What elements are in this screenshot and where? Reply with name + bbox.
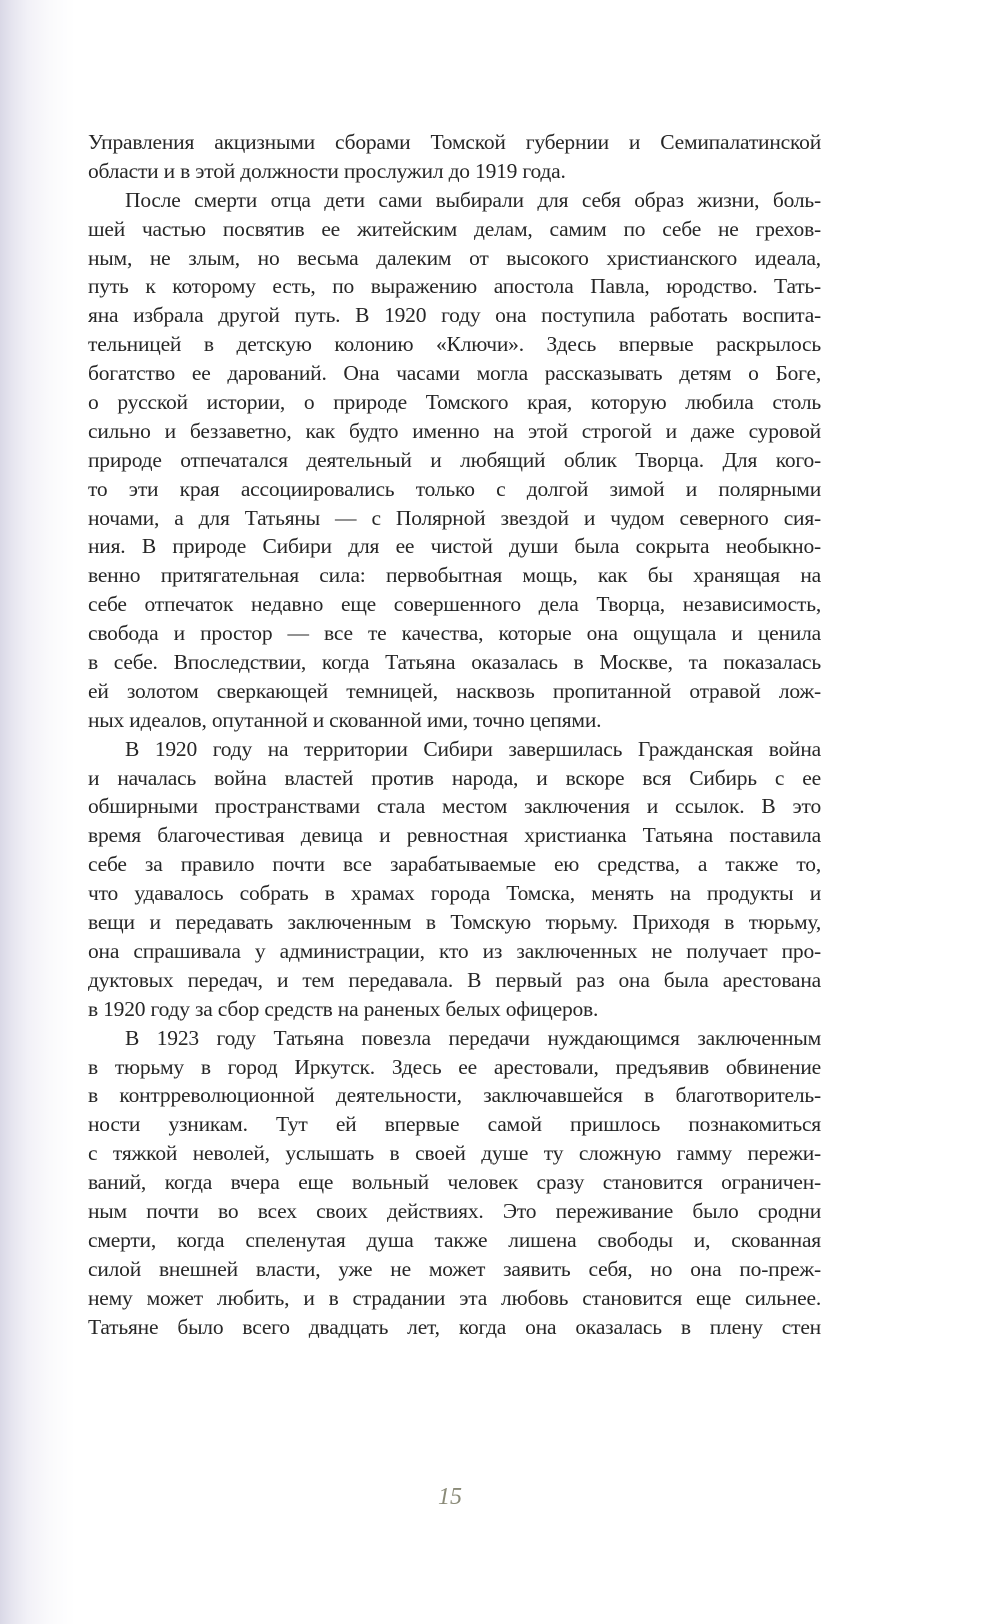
text-line: она спрашивала у администрации, кто из заключенных не получает про- (88, 938, 821, 963)
body-text (88, 128, 821, 1341)
text-line: в 1920 году за сбор средств на раненых белых офицеров. (88, 996, 599, 1021)
text-line: ности узникам. Тут ей впервые самой пришлось познакомиться (88, 1112, 821, 1137)
text-line: ей золотом сверкающей темницей, насквозь пропитанной отравой лож- (88, 678, 821, 703)
text-line: В 1920 году на территории Сибири завершилась Гражданская война (125, 736, 821, 761)
text-line: то эти края ассоциировались только с долгой зимой и полярными (88, 476, 821, 501)
page-number: 15 (438, 1484, 462, 1510)
text-line: ным почти во всех своих действиях. Это переживание было сродни (88, 1198, 821, 1223)
text-line: и началась война властей против народа, и вскоре вся Сибирь с ее (88, 765, 821, 790)
text-line: Управления акцизными сборами Томской губернии и Семипалатинской (88, 130, 821, 154)
text-line: шей частью посвятив ее житейским делам, самим по себе не грехов- (88, 216, 821, 241)
text-line: богатство ее дарований. Она часами могла рассказывать детям о Боге, (88, 361, 821, 386)
text-line: нему может любить, и в страдании эта любовь становится еще сильнее. (88, 1285, 821, 1310)
text-line: обширными пространствами стала местом заключения и ссылок. В это (88, 794, 821, 819)
text-line: венно притягательная сила: первобытная мощь, как бы хранящая на (88, 563, 821, 588)
text-line: время благочестивая девица и ревностная христианка Татьяна поставила (88, 823, 821, 848)
text-line: После смерти отца дети сами выбирали для себя образ жизни, боль- (125, 187, 821, 212)
text-line: вещи и передавать заключенным в Томскую тюрьму. Приходя в тюрьму, (88, 910, 821, 935)
text-line: в себе. Впоследствии, когда Татьяна оказалась в Москве, та показалась (88, 650, 821, 675)
text-line: свобода и простор — все те качества, которые она ощущала и ценила (88, 621, 821, 646)
text-line: путь к которому есть, по выражению апостола Павла, юродство. Тать- (88, 274, 821, 299)
text-line: дуктовых передач, и тем передавала. В первый раз она была арестована (88, 967, 821, 992)
text-line: яна избрала другой путь. В 1920 году она поступила работать воспита- (88, 303, 821, 328)
text-line: себе за правило почти все зарабатываемые ею средства, а также то, (88, 852, 821, 877)
text-line: себе отпечаток недавно еще совершенного дела Творца, независимость, (88, 592, 821, 617)
text-line: ваний, когда вчера еще вольный человек сразу становится ограничен- (88, 1170, 821, 1195)
text-line: в контрреволюционной деятельности, заключавшейся в благотворитель- (88, 1083, 821, 1108)
text-line: что удавалось собрать в храмах города Томска, менять на продукты и (88, 881, 821, 906)
text-line: в тюрьму в город Иркутск. Здесь ее арестовали, предъявив обвинение (88, 1054, 821, 1079)
text-line: ния. В природе Сибири для ее чистой души была сокрыта необыкно- (88, 534, 821, 559)
text-line: Татьяне было всего двадцать лет, когда она оказалась в плену стен (88, 1314, 821, 1339)
text-line: смерти, когда спеленутая душа также лишена свободы и, скованная (88, 1227, 821, 1252)
text-line: ночами, а для Татьяны — с Полярной звездой и чудом северного сия- (88, 505, 821, 530)
text-line: ным, не злым, но весьма далеким от высокого христианского идеала, (88, 245, 821, 270)
text-line: силой внешней власти, уже не может заявить себя, но она по-преж- (88, 1256, 821, 1281)
text-line: В 1923 году Татьяна повезла передачи нуждающимся заключенным (125, 1025, 821, 1050)
text-line: тельницей в детскую колонию «Ключи». Здесь впервые раскрылось (88, 332, 821, 357)
text-line: ных идеалов, опутанной и скованной ими, точно цепями. (88, 707, 602, 732)
text-line: с тяжкой неволей, услышать в своей душе ту сложную гамму пережи- (88, 1141, 821, 1166)
text-line: природе отпечатался деятельный и любящий облик Творца. Для кого- (88, 447, 821, 472)
text-line: о русской истории, о природе Томского края, которую любила столь (88, 390, 821, 415)
text-line: области и в этой должности прослужил до 1919 года. (88, 158, 566, 183)
text-line: сильно и беззаветно, как будто именно на этой строгой и даже суровой (88, 418, 821, 443)
